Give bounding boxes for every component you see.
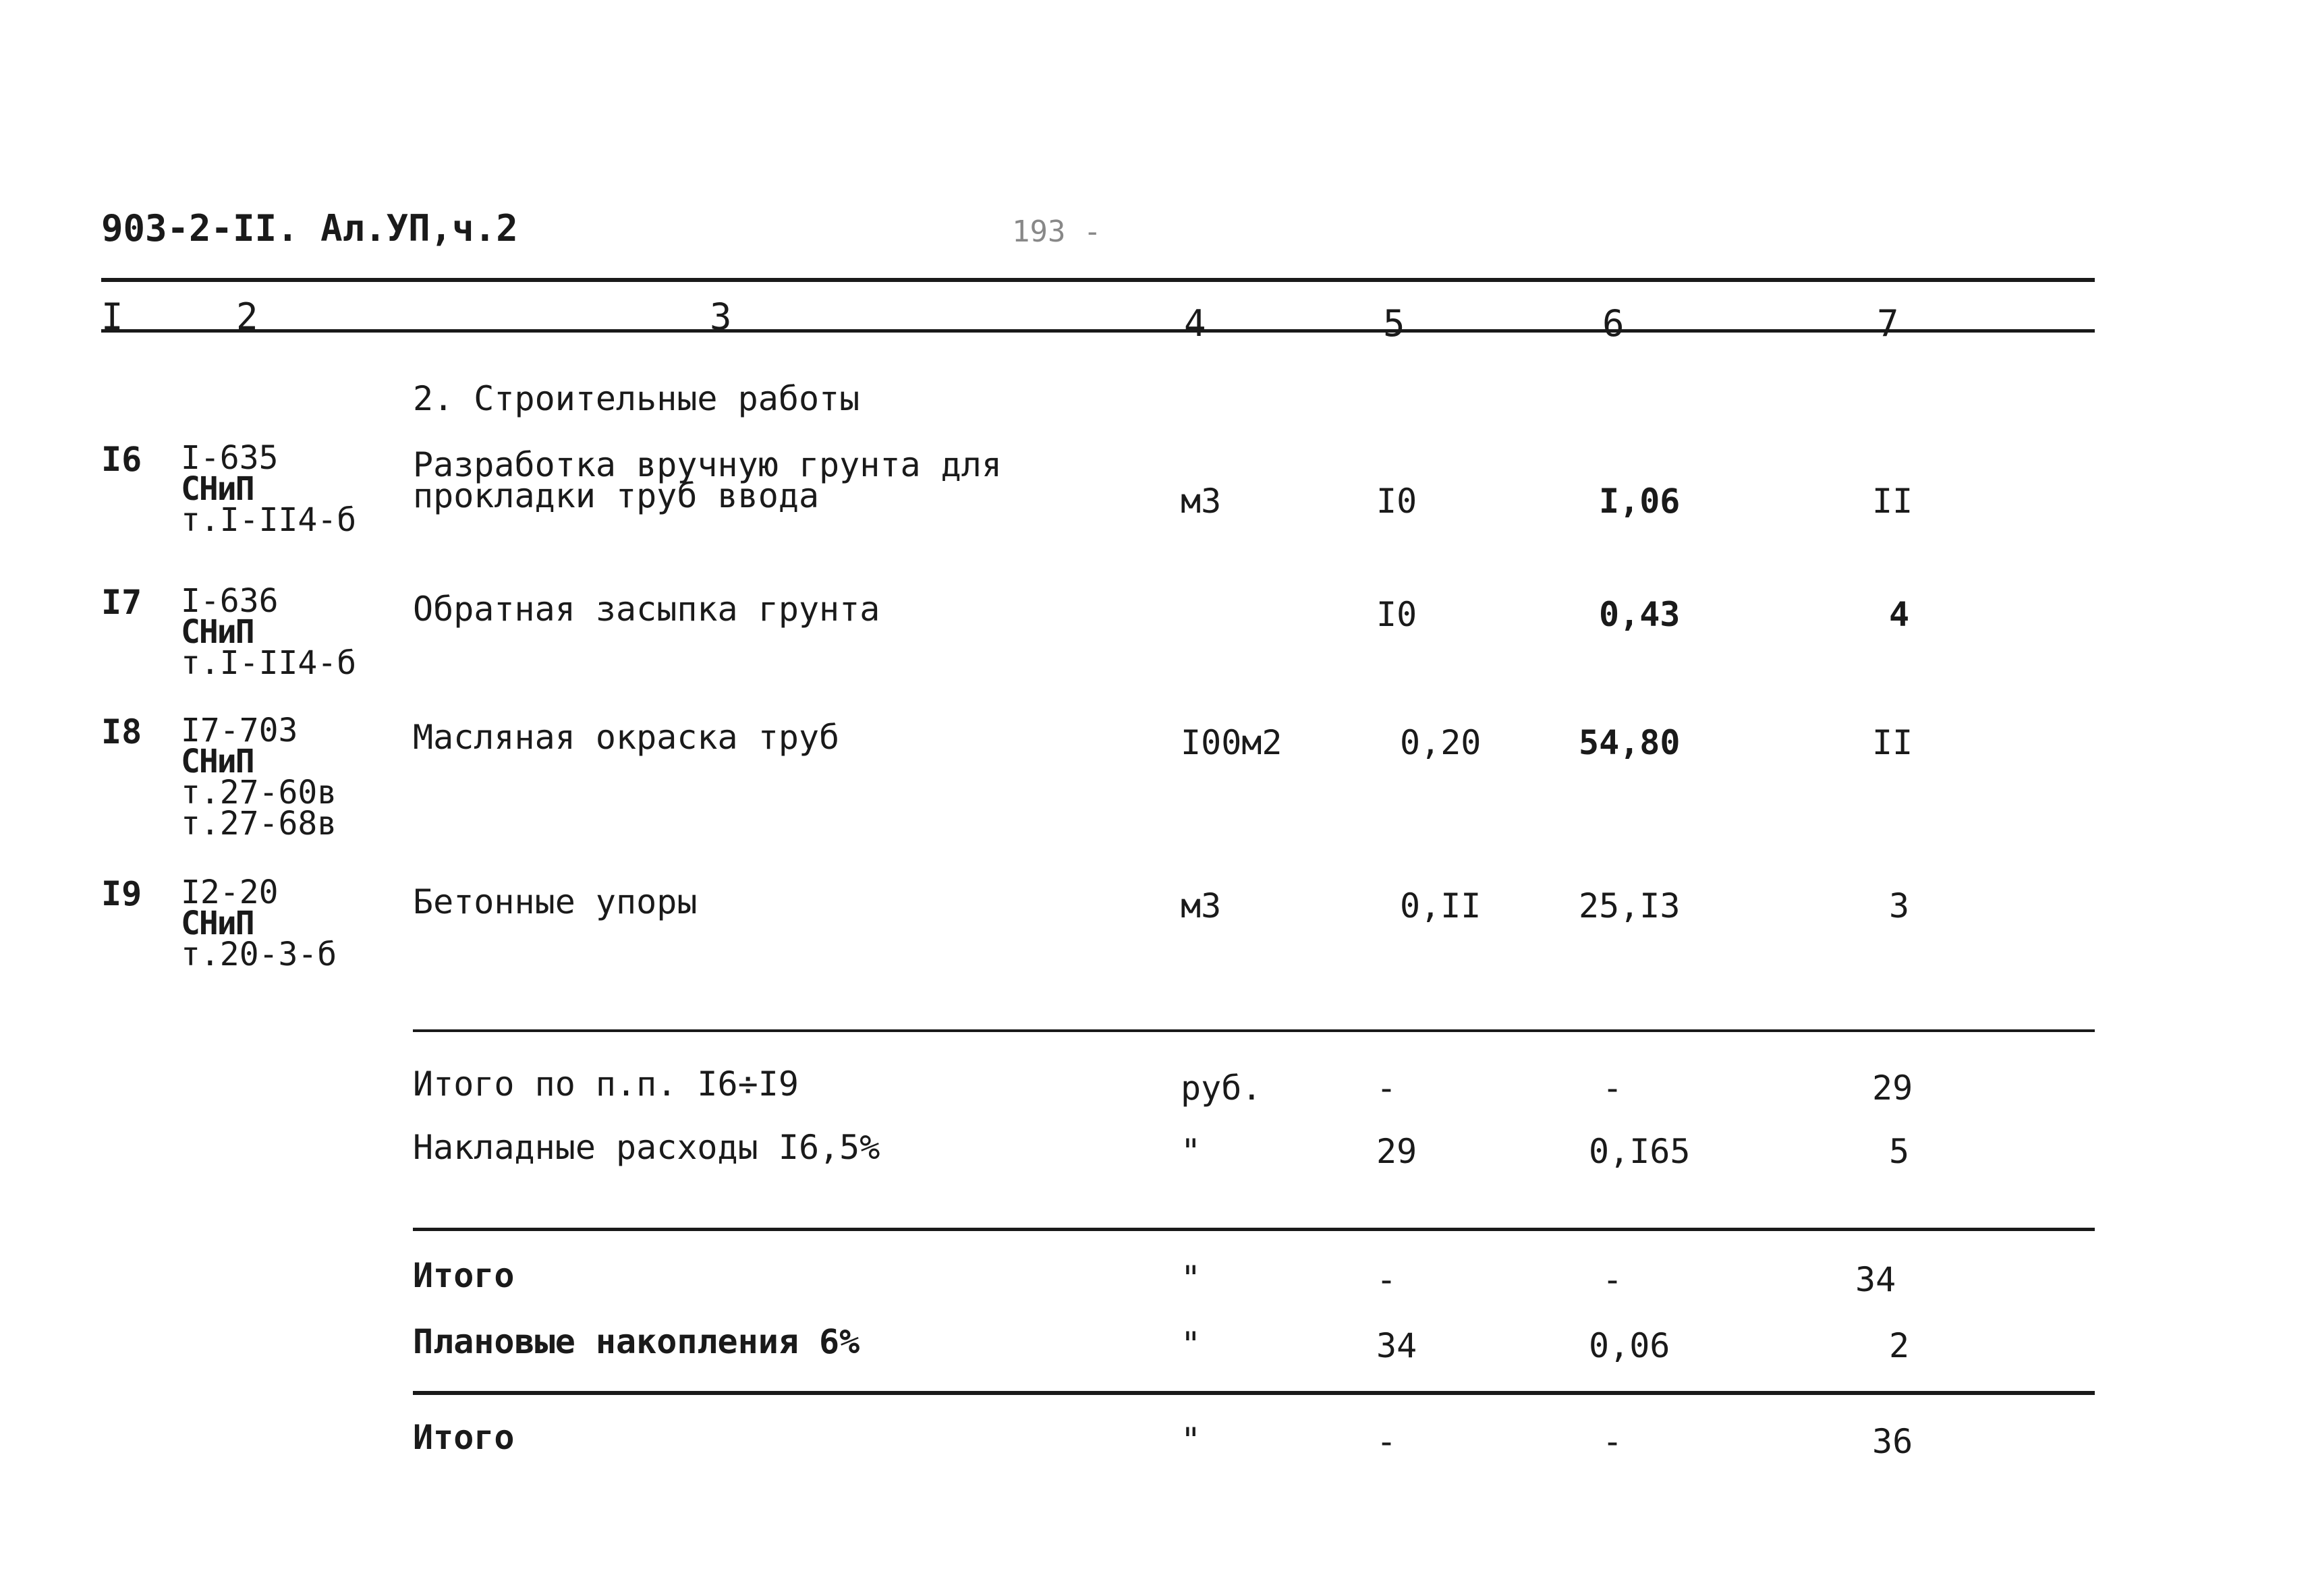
- total-cost: 3: [1889, 886, 1910, 925]
- summary-label: Накладные расходы I6,5%: [413, 1128, 880, 1167]
- summary-total: 5: [1889, 1132, 1910, 1171]
- summary-total: 2: [1889, 1326, 1910, 1365]
- unit-price: I,06: [1599, 482, 1681, 521]
- table-top-rule: [101, 278, 2095, 282]
- row-number: I6: [101, 440, 142, 479]
- quantity: 0,II: [1400, 886, 1482, 925]
- summary-unit: ": [1181, 1259, 1202, 1298]
- work-description: Обратная засыпка грунта: [413, 590, 880, 629]
- summary-price: -: [1602, 1068, 1623, 1108]
- total-cost: 4: [1889, 595, 1910, 634]
- unit: I00м2: [1181, 723, 1282, 762]
- summary-label: Итого: [413, 1256, 515, 1295]
- summary-quantity: -: [1376, 1260, 1397, 1299]
- summary-price: 0,06: [1589, 1326, 1670, 1365]
- summary-price: 0,I65: [1589, 1132, 1691, 1171]
- summary-label: Плановые накопления 6%: [413, 1322, 860, 1361]
- work-description: Бетонные упоры: [413, 882, 698, 921]
- page-number: 193 -: [1012, 215, 1102, 249]
- summary-divider-2: [413, 1228, 2095, 1231]
- summary-unit: ": [1181, 1421, 1202, 1460]
- norm-reference: I2-20 СНиП т.20-3-б: [181, 874, 337, 973]
- column-header-4: 4: [1184, 302, 1206, 345]
- total-cost: II: [1872, 723, 1913, 762]
- unit: м3: [1181, 482, 1222, 521]
- total-cost: II: [1872, 482, 1913, 521]
- summary-unit: руб.: [1181, 1068, 1262, 1108]
- quantity: I0: [1376, 482, 1417, 521]
- norm-reference: I7-703 СНиП т.27-60в т.27-68в: [181, 712, 337, 843]
- unit-price: 54,80: [1579, 723, 1681, 762]
- summary-divider-3: [413, 1391, 2095, 1395]
- column-header-2: 2: [236, 295, 258, 338]
- norm-reference: I-636 СНиП т.I-II4-б: [181, 582, 357, 682]
- summary-quantity: -: [1376, 1068, 1397, 1108]
- column-header-5: 5: [1383, 302, 1405, 345]
- summary-total: 29: [1872, 1068, 1913, 1108]
- work-description: Разработка вручную грунта для прокладки труб ввода: [413, 445, 1002, 515]
- work-description: Масляная окраска труб: [413, 718, 840, 757]
- summary-total: 36: [1872, 1422, 1913, 1461]
- row-number: I7: [101, 583, 142, 622]
- summary-quantity: 34: [1376, 1326, 1417, 1365]
- summary-divider-1: [413, 1029, 2095, 1032]
- column-header-1: I: [101, 295, 123, 338]
- row-number: I8: [101, 712, 142, 751]
- quantity: I0: [1376, 595, 1417, 634]
- summary-label: Итого: [413, 1418, 515, 1457]
- section-title: 2. Строительные работы: [413, 379, 860, 418]
- summary-quantity: 29: [1376, 1132, 1417, 1171]
- quantity: 0,20: [1400, 723, 1482, 762]
- document-code: 903-2-II. Ал.УП,ч.2: [101, 207, 518, 250]
- header-bottom-rule: [101, 329, 2095, 333]
- column-header-7: 7: [1877, 302, 1899, 345]
- summary-price: -: [1602, 1260, 1623, 1299]
- summary-unit: ": [1181, 1132, 1202, 1171]
- summary-price: -: [1602, 1422, 1623, 1461]
- norm-reference: I-635 СНиП т.I-II4-б: [181, 439, 357, 539]
- unit-price: 25,I3: [1579, 886, 1681, 925]
- row-number: I9: [101, 874, 142, 913]
- unit-price: 0,43: [1599, 595, 1681, 634]
- summary-total: 34: [1855, 1260, 1896, 1299]
- summary-unit: ": [1181, 1325, 1202, 1364]
- summary-label: Итого по п.п. I6÷I9: [413, 1064, 799, 1104]
- summary-quantity: -: [1376, 1422, 1397, 1461]
- column-header-6: 6: [1602, 302, 1625, 345]
- column-header-3: 3: [710, 295, 732, 338]
- unit: м3: [1181, 886, 1222, 925]
